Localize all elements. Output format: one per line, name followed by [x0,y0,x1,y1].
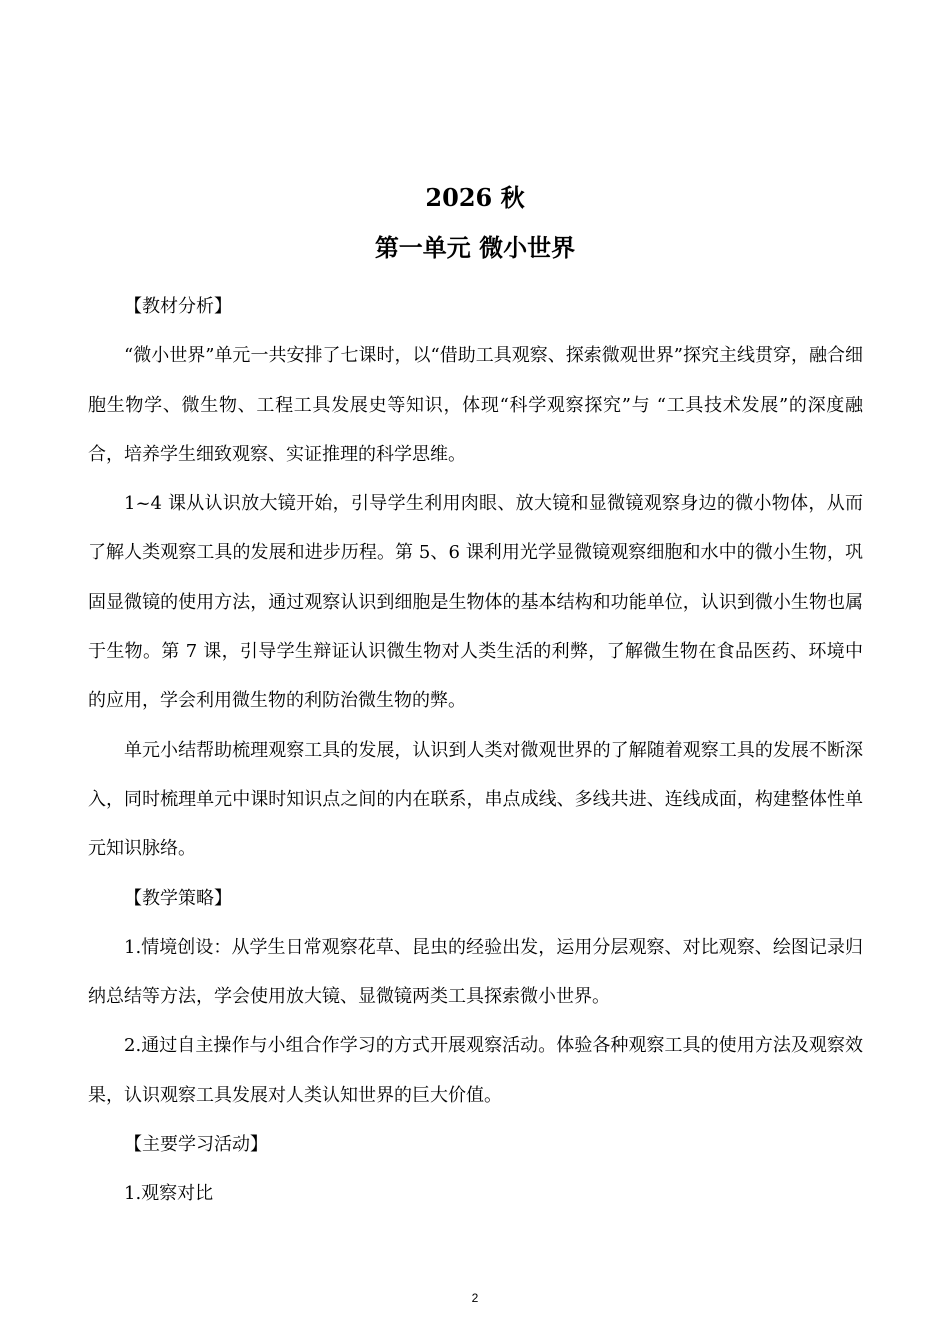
section-heading-strategy: 【教学策略】 [124,887,232,909]
unit-title: 第一单元 微小世界 [374,233,576,262]
activities-item-1: 1.观察对比 [124,1183,214,1205]
document-body [88,282,863,1219]
strategy-paragraph-1: 1.情境创设：从学生日常观察花草、昆虫的经验出发，运用分层观察、对比观察、绘图记录归纳总结等方法，学会使用放大镜、显微镜两类工具探索微小世界。 [88,936,863,1008]
strategy-paragraph-2: 2.通过自主操作与小组合作学习的方式开展观察活动。体验各种观察工具的使用方法及观察效果，认识观察工具发展对人类认知世界的巨大价值。 [88,1035,863,1106]
analysis-paragraph-2: 1~4 课从认识放大镜开始，引导学生利用肉眼、放大镜和显微镜观察身边的微小物体，从而了解人类观察工具的发展和进步历程。第 5、6 课利用光学显微镜观察细胞和水中的微小生物，巩固显微镜的使用方法，通过观察认识到细胞是生物体的基本结构和功能单位，认识到微小生物也属于生物。第 7 课，引导学生辩证认识微生物对人类生活的利弊，了解微生物在食品医药、环境中的应用，学会利用微生物的利防治微生物的弊。 [88,493,863,712]
document-year-title: 2026 秋 [425,183,525,212]
analysis-paragraph-1: “微小世界”单元一共安排了七课时，以“借助工具观察、探索微观世界”探究主线贯穿，融合细胞生物学、微生物、工程工具发展史等知识，体现“科学观察探究”与 “工具技术发展”的深度融合，培养学生细致观察、实证推理的科学思维。 [88,345,863,465]
analysis-paragraph-3: 单元小结帮助梳理观察工具的发展，认识到人类对微观世界的了解随着观察工具的发展不断深入，同时梳理单元中课时知识点之间的内在联系，串点成线、多线共进、连线成面，构建整体性单元知识脉络。 [88,739,863,860]
section-heading-analysis: 【教材分析】 [124,296,232,317]
page-number: 2 [471,1291,479,1305]
section-heading-activities: 【主要学习活动】 [124,1134,268,1156]
